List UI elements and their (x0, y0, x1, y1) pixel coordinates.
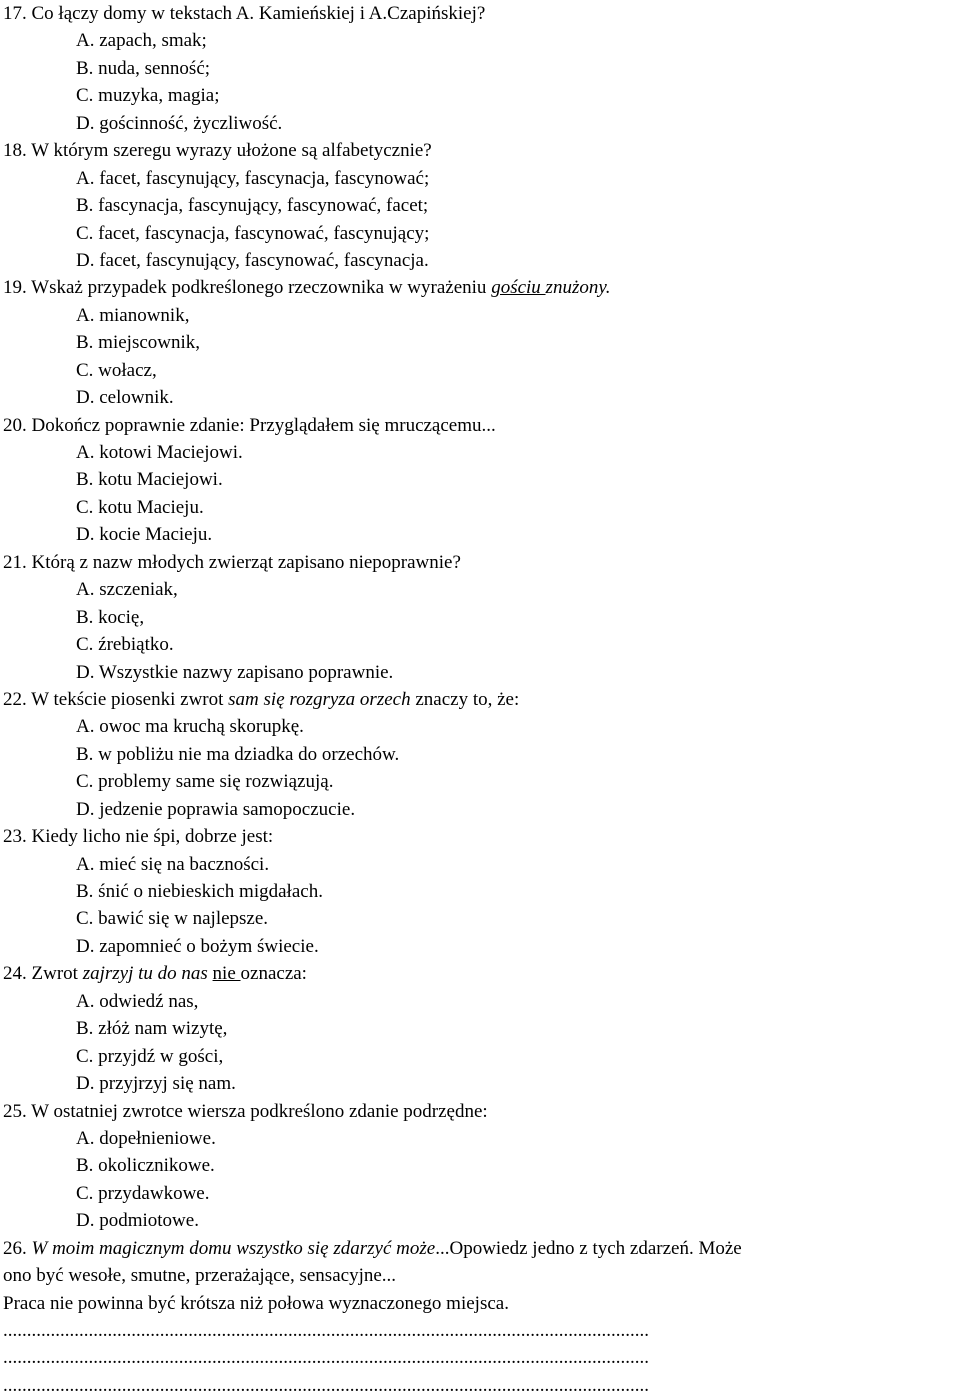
option-25a: A. dopełnieniowe. (76, 1127, 216, 1149)
option-17d: D. gościnność, życzliwość. (76, 112, 283, 134)
option-19d: D. celownik. (76, 387, 174, 409)
answer-line-3[interactable]: ........................................................................................................................................ (3, 1374, 649, 1396)
option-24b: B. złóż nam wizytę, (76, 1018, 228, 1040)
question-22-text: 22. W tekście piosenki zwrot (3, 688, 229, 710)
question-22-suffix: znaczy to, że: (410, 688, 520, 710)
option-20b: B. kotu Maciejowi. (76, 469, 223, 491)
question-24-suffix: oznacza: (240, 963, 307, 985)
question-17: 17. Co łączy domy w tekstach A. Kamieńskiej i A.Czapińskiej? (3, 3, 486, 24)
question-23: 23. Kiedy licho nie śpi, dobrze jest: (3, 826, 274, 848)
answer-line-2[interactable]: ........................................................................................................................................ (3, 1347, 649, 1369)
option-21b: B. kocię, (76, 606, 145, 628)
option-24c: C. przyjdź w gości, (76, 1045, 224, 1067)
answer-line-1[interactable]: ........................................................................................................................................ (3, 1320, 649, 1341)
question-26-number: 26. (3, 1237, 32, 1259)
option-25b: B. okolicznikowe. (76, 1155, 215, 1177)
question-22 (3, 686, 958, 713)
question-19-italic: znużony. (545, 277, 611, 299)
question-25: 25. W ostatniej zwrotce wiersza podkreślono zdanie podrzędne: (3, 1100, 488, 1122)
question-24-italic-phrase: zajrzyj tu do nas (82, 963, 208, 985)
option-19a: A. mianownik, (76, 304, 190, 326)
question-24 (3, 960, 958, 987)
question-19-text: 19. Wskaż przypadek podkreślonego rzeczownika w wyrażeniu (3, 277, 492, 299)
option-18c: C. facet, fascynacja, fascynować, fascynujący; (76, 222, 430, 244)
question-26 (3, 1235, 958, 1262)
question-18: 18. W którym szeregu wyrazy ułożone są alfabetycznie? (3, 140, 432, 162)
question-19-underlined-noun: gościu (491, 277, 546, 299)
worksheet-document (3, 0, 958, 1399)
option-22d: D. jedzenie poprawia samopoczucie. (76, 798, 356, 820)
option-18a: A. facet, fascynujący, fascynacja, fascynować; (76, 167, 430, 189)
question-21: 21. Którą z nazw młodych zwierząt zapisano niepoprawnie? (3, 551, 461, 573)
question-22-italic-phrase: sam się rozgryza orzech (228, 688, 411, 710)
question-20: 20. Dokończ poprawnie zdanie: Przyglądałem się mruczącemu... (3, 414, 496, 436)
option-17c: C. muzyka, magia; (76, 85, 220, 107)
option-25d: D. podmiotowe. (76, 1210, 199, 1232)
option-18b: B. fascynacja, fascynujący, fascynować, facet; (76, 195, 429, 217)
question-26-line-2: ono być wesołe, smutne, przerażające, sensacyjne... (3, 1265, 397, 1287)
option-25c: C. przydawkowe. (76, 1182, 210, 1204)
question-24-underlined-nie: nie (212, 963, 241, 985)
question-24-text: 24. Zwrot (3, 963, 83, 985)
option-21a: A. szczeniak, (76, 579, 178, 601)
option-21c: C. źrebiątko. (76, 634, 174, 656)
option-24d: D. przyjrzyj się nam. (76, 1073, 236, 1095)
option-19c: C. wołacz, (76, 359, 157, 381)
option-20c: C. kotu Macieju. (76, 496, 204, 518)
option-22a: A. owoc ma kruchą skorupkę. (76, 716, 304, 738)
option-21d: D. Wszystkie nazwy zapisano poprawnie. (76, 661, 394, 683)
question-26-italic-title: W moim magicznym domu wszystko się zdarzyć może (31, 1237, 436, 1259)
option-24a: A. odwiedź nas, (76, 990, 199, 1012)
question-26-instruction: ...Opowiedz jedno z tych zdarzeń. Może (435, 1237, 742, 1259)
option-17b: B. nuda, senność; (76, 57, 211, 79)
option-23b: B. śnić o niebieskich migdałach. (76, 881, 323, 902)
option-20a: A. kotowi Maciejowi. (76, 442, 243, 463)
option-20d: D. kocie Macieju. (76, 524, 213, 546)
question-19 (3, 274, 958, 301)
option-23d: D. zapomnieć o bożym świecie. (76, 935, 319, 957)
question-26-line-3: Praca nie powinna być krótsza niż połowa wyznaczonego miejsca. (3, 1292, 509, 1314)
option-18d: D. facet, fascynujący, fascynować, fascynacja. (76, 249, 429, 271)
option-23a: A. mieć się na baczności. (76, 853, 270, 875)
option-19b: B. miejscownik, (76, 332, 201, 354)
option-23c: C. bawić się w najlepsze. (76, 908, 269, 930)
option-22c: C. problemy same się rozwiązują. (76, 771, 334, 793)
option-22b: B. w pobliżu nie ma dziadka do orzechów. (76, 743, 400, 765)
option-17a: A. zapach, smak; (76, 30, 207, 52)
